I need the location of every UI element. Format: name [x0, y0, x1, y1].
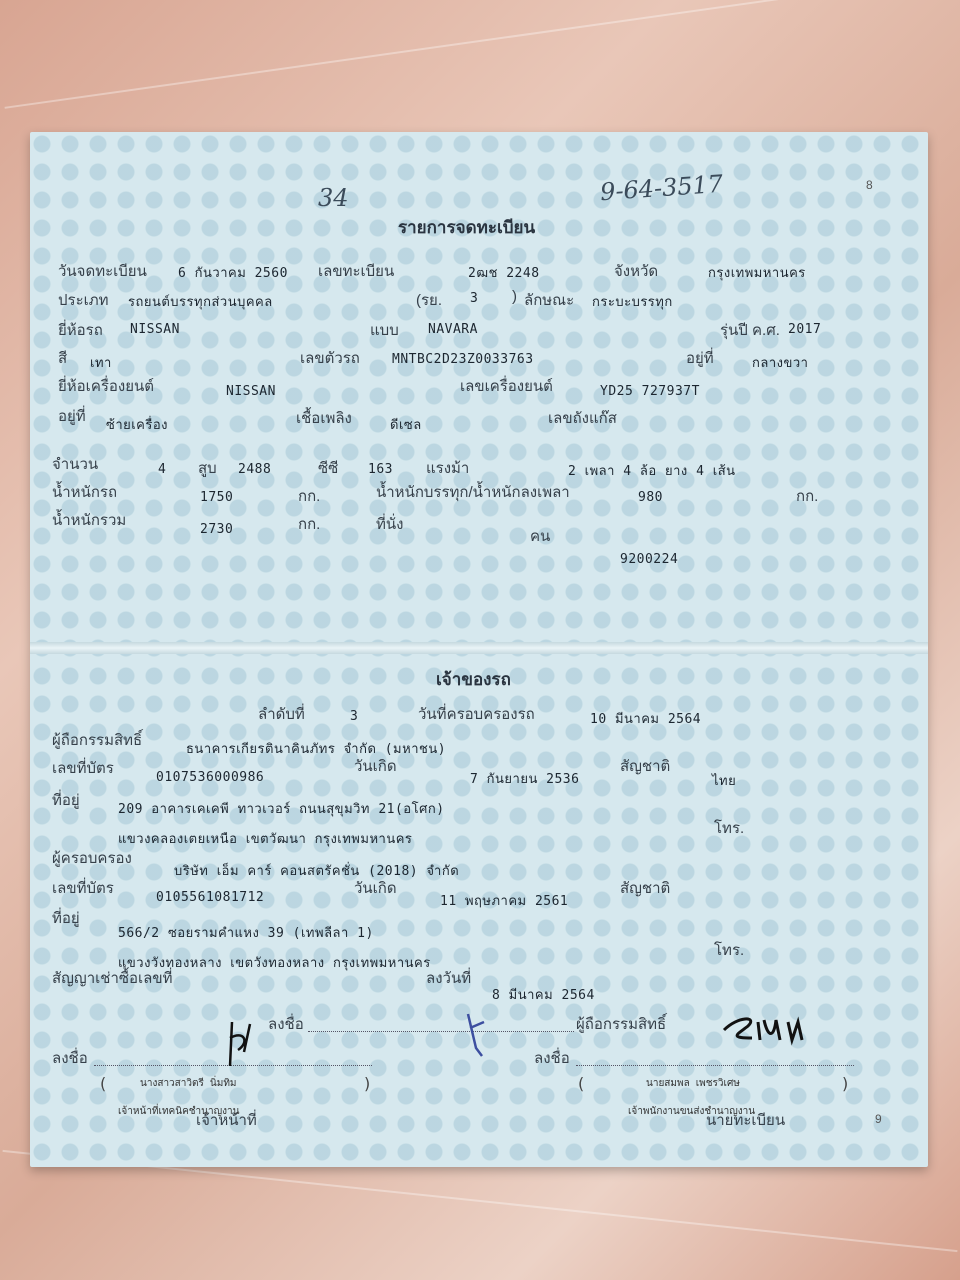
engine-number-value: YD25 727937T [600, 384, 700, 399]
contract-label: สัญญาเช่าซื้อเลขที่ [52, 970, 173, 987]
holder-signature [458, 1008, 494, 1058]
cylinder-value: 2488 [238, 462, 272, 477]
vin-label: เลขตัวรถ [300, 350, 360, 367]
holder-nation-label: สัญชาติ [620, 758, 671, 775]
handwritten-number: 34 [318, 184, 349, 212]
sign-label-officer: ลงชื่อ [52, 1050, 88, 1067]
holder-id-label: เลขที่บัตร [52, 760, 114, 777]
possess-date-label: วันที่ครอบครองรถ [418, 706, 535, 723]
load-unit: กก. [796, 488, 819, 505]
holder-nation-value: ไทย [712, 774, 737, 789]
cc-value: 163 [368, 462, 393, 477]
gas-tank-label: เลขถังแก๊ส [548, 410, 617, 427]
possessor-value: บริษัท เอ็ม คาร์ คอนสตรัคชั่น (2018) จำกัด [174, 864, 460, 879]
engine-location-label: อยู่ที่ [58, 408, 86, 425]
load-label: น้ำหนักบรรทุก/น้ำหนักลงเพลา [376, 484, 570, 501]
sign-label-registrar: ลงชื่อ [534, 1050, 570, 1067]
registration-document-page [30, 132, 928, 1167]
engine-brand-label: ยี่ห้อเครื่องยนต์ [58, 378, 155, 395]
weight-unit: กก. [298, 488, 321, 505]
code-close: ) [512, 288, 517, 305]
registrar-title-small: เจ้าพนักงานขนส่งชำนาญงาน [628, 1106, 756, 1117]
serial-number: 9200224 [620, 552, 679, 567]
order-value: 3 [350, 709, 359, 724]
handwritten-code: 9-64-3517 [599, 169, 724, 207]
engine-number-label: เลขเครื่องยนต์ [460, 378, 553, 395]
registration-title: รายการจดทะเบียน [398, 218, 536, 237]
officer-paren-open: ( [100, 1074, 107, 1093]
reg-date-value: 6 กันวาคม 2560 [178, 266, 288, 281]
officer-signature [220, 1016, 260, 1076]
registrar-paren-close: ) [842, 1074, 849, 1093]
contract-date-label: ลงวันที่ [426, 970, 472, 987]
count-value: 4 [158, 462, 167, 477]
possessor-birth-label: วันเกิด [354, 880, 397, 897]
seat-label: ที่นั่ง [376, 516, 404, 533]
vin-value: MNTBC2D23Z0033763 [392, 352, 534, 367]
possessor-address-line2: แขวงวังทองหลาง เขตวังทองหลาง กรุงเทพมหานคร [118, 956, 431, 971]
holder-address-value: 209 อาคารเคเคพี ทาวเวอร์ ถนนสุขุมวิท 21(อโศก) [118, 802, 445, 817]
engine-location-value: ซ้ายเครื่อง [106, 418, 169, 433]
year-value: 2017 [788, 322, 822, 337]
possess-date-value: 10 มีนาคม 2564 [590, 712, 702, 727]
vin-location-label: อยู่ที่ [686, 350, 714, 367]
holder-stamp-signature [718, 1008, 838, 1048]
count-label: จำนวน [52, 456, 99, 473]
holder-birth-value: 7 กันยายน 2536 [470, 772, 580, 787]
registrar-paren-open: ( [578, 1074, 585, 1093]
holder-id-value: 0107536000986 [156, 770, 265, 785]
model-label: แบบ [370, 322, 399, 339]
holder-birth-label: วันเกิด [354, 758, 397, 775]
color-value: เทา [90, 356, 112, 371]
page-fold [30, 642, 928, 654]
total-weight-unit: กก. [298, 516, 321, 533]
officer-title-small: เจ้าหน้าที่เทคนิคชำนาญงาน [118, 1106, 240, 1117]
cc-label: ซีซี [318, 460, 339, 477]
officer-paren-close: ) [364, 1074, 371, 1093]
holder-tel-label: โทร. [714, 820, 745, 837]
total-weight-value: 2730 [200, 522, 234, 537]
fuel-value: ดีเซล [390, 418, 422, 433]
reg-date-label: วันจดทะเบียน [58, 263, 147, 280]
page-number-bottom: 9 [875, 1112, 882, 1126]
style-label: ลักษณะ [524, 292, 575, 309]
order-label: ลำดับที่ [258, 706, 305, 723]
possessor-birth-value: 11 พฤษภาคม 2561 [440, 894, 569, 909]
cylinder-label: สูบ [198, 460, 217, 477]
province-label: จังหวัด [614, 263, 659, 280]
model-value: NAVARA [428, 322, 478, 337]
plate-label: เลขทะเบียน [318, 263, 395, 280]
brand-value: NISSAN [130, 322, 180, 337]
sign-label-holder: ลงชื่อ [268, 1016, 304, 1033]
possessor-tel-label: โทร. [714, 942, 745, 959]
possessor-id-value: 0105561081712 [156, 890, 265, 905]
signature-line-registrar [576, 1064, 854, 1066]
weight-value: 1750 [200, 490, 234, 505]
province-value: กรุงเทพมหานคร [708, 266, 806, 281]
holder-address-line2: แขวงคลองเตยเหนือ เขตวัฒนา กรุงเทพมหานคร [118, 832, 413, 847]
style-value: กระบะบรรทุก [592, 295, 673, 310]
total-weight-label: น้ำหนักรวม [52, 512, 127, 529]
contract-date-value: 8 มีนาคม 2564 [492, 988, 595, 1003]
signature-line-holder [308, 1030, 574, 1032]
color-label: สี [58, 350, 68, 367]
vin-location-value: กลางขวา [752, 356, 809, 371]
engine-brand-value: NISSAN [226, 384, 276, 399]
possessor-nation-label: สัญชาติ [620, 880, 671, 897]
possessor-label: ผู้ครอบครอง [52, 850, 132, 867]
plate-value: 2ฒช 2248 [468, 266, 540, 281]
registrar-name: นายสมพล เพชรวิเศษ [646, 1078, 740, 1089]
officer-label: เจ้าหน้าที่ [196, 1112, 257, 1129]
year-label: รุ่นปี ค.ศ. [720, 322, 780, 339]
type-value: รถยนต์บรรทุกส่วนบุคคล [128, 295, 273, 310]
holder-label: ผู้ถือกรรมสิทธิ์ [52, 732, 143, 749]
holder-address-label: ที่อยู่ [52, 792, 80, 809]
registrar-label: นายทะเบียน [706, 1112, 786, 1129]
page-number-top: 8 [866, 178, 873, 192]
possessor-address-value: 566/2 ซอยรามคำแหง 39 (เทพลีลา 1) [118, 926, 374, 941]
holder-signature-suffix: ผู้ถือกรรมสิทธิ์ [576, 1016, 667, 1033]
background-vein [5, 0, 956, 109]
load-value: 980 [638, 490, 663, 505]
weight-label: น้ำหนักรถ [52, 484, 118, 501]
code-label: (รย. [416, 292, 443, 309]
owner-title: เจ้าของรถ [436, 670, 511, 689]
person-unit: คน [530, 528, 551, 545]
possessor-address-label: ที่อยู่ [52, 910, 80, 927]
officer-name: นางสาวสาวิตรี นิ่มทิม [140, 1078, 237, 1089]
holder-value: ธนาคารเกียรตินาคินภัทร จำกัด (มหาชน) [186, 742, 447, 757]
possessor-id-label: เลขที่บัตร [52, 880, 114, 897]
fuel-label: เชื้อเพลิง [296, 410, 352, 427]
type-label: ประเภท [58, 292, 109, 309]
code-value: 3 [470, 291, 479, 306]
horsepower-label: แรงม้า [426, 460, 470, 477]
brand-label: ยี่ห้อรถ [58, 322, 103, 339]
axle-value: 2 เพลา 4 ล้อ ยาง 4 เส้น [568, 464, 736, 479]
